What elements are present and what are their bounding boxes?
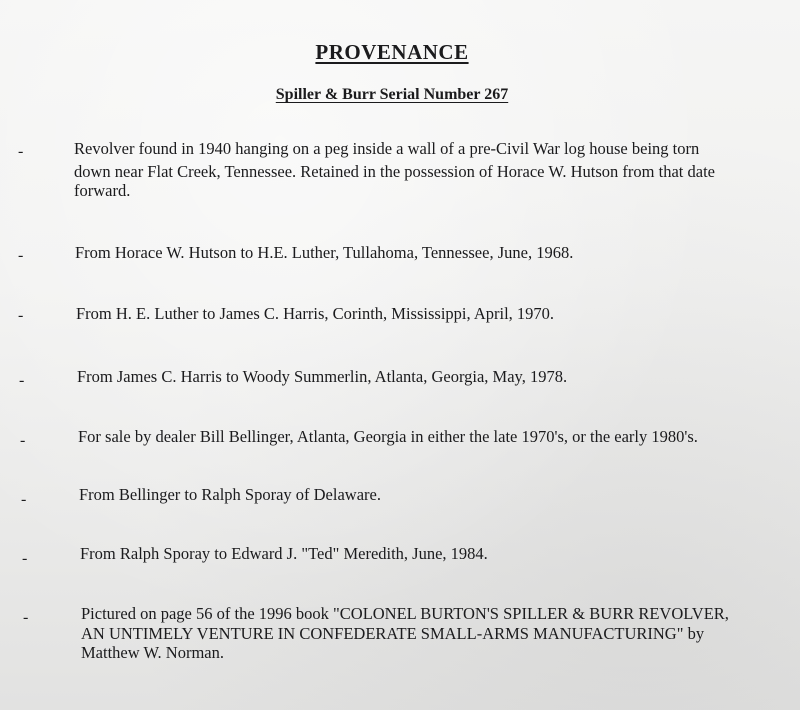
entry-text-line: Pictured on page 56 of the 1996 book "COLONEL BURTON'S SPILLER & BURR REVOLVER, xyxy=(81,604,729,623)
entry-text-line: AN UNTIMELY VENTURE IN CONFEDERATE SMALL-ARMS MANUFACTURING" by xyxy=(81,624,705,643)
entry-text-line: forward. xyxy=(74,181,131,200)
entry-bullet: - xyxy=(19,372,25,389)
entry-text-line: down near Flat Creek, Tennessee. Retained in the possession of Horace W. Hutson from that date xyxy=(74,162,715,181)
entry-text-line: From Horace W. Hutson to H.E. Luther, Tullahoma, Tennessee, June, 1968. xyxy=(75,243,574,262)
entry-bullet: - xyxy=(18,143,24,160)
entry-text-line: For sale by dealer Bill Bellinger, Atlanta, Georgia in either the late 1970's, or the early 1980's. xyxy=(78,427,698,446)
entry-bullet: - xyxy=(21,491,27,508)
entry-bullet: - xyxy=(18,247,24,264)
entry-bullet: - xyxy=(22,550,28,567)
entry-text-line: From James C. Harris to Woody Summerlin, Atlanta, Georgia, May, 1978. xyxy=(77,367,568,386)
entry-text-line: From H. E. Luther to James C. Harris, Corinth, Mississippi, April, 1970. xyxy=(76,304,555,323)
entry-text-line: Revolver found in 1940 hanging on a peg inside a wall of a pre-Civil War log house being torn xyxy=(74,139,700,158)
entry-text-line: From Bellinger to Ralph Sporay of Delaware. xyxy=(79,485,381,504)
entry-bullet: - xyxy=(18,307,24,324)
entry-text-line: Matthew W. Norman. xyxy=(81,643,224,662)
document-subtitle: Spiller & Burr Serial Number 267 xyxy=(275,86,509,103)
entry-bullet: - xyxy=(20,432,26,449)
entry-bullet: - xyxy=(23,609,29,626)
document-title: PROVENANCE xyxy=(315,40,469,64)
entry-text-line: From Ralph Sporay to Edward J. "Ted" Meredith, June, 1984. xyxy=(80,544,488,563)
